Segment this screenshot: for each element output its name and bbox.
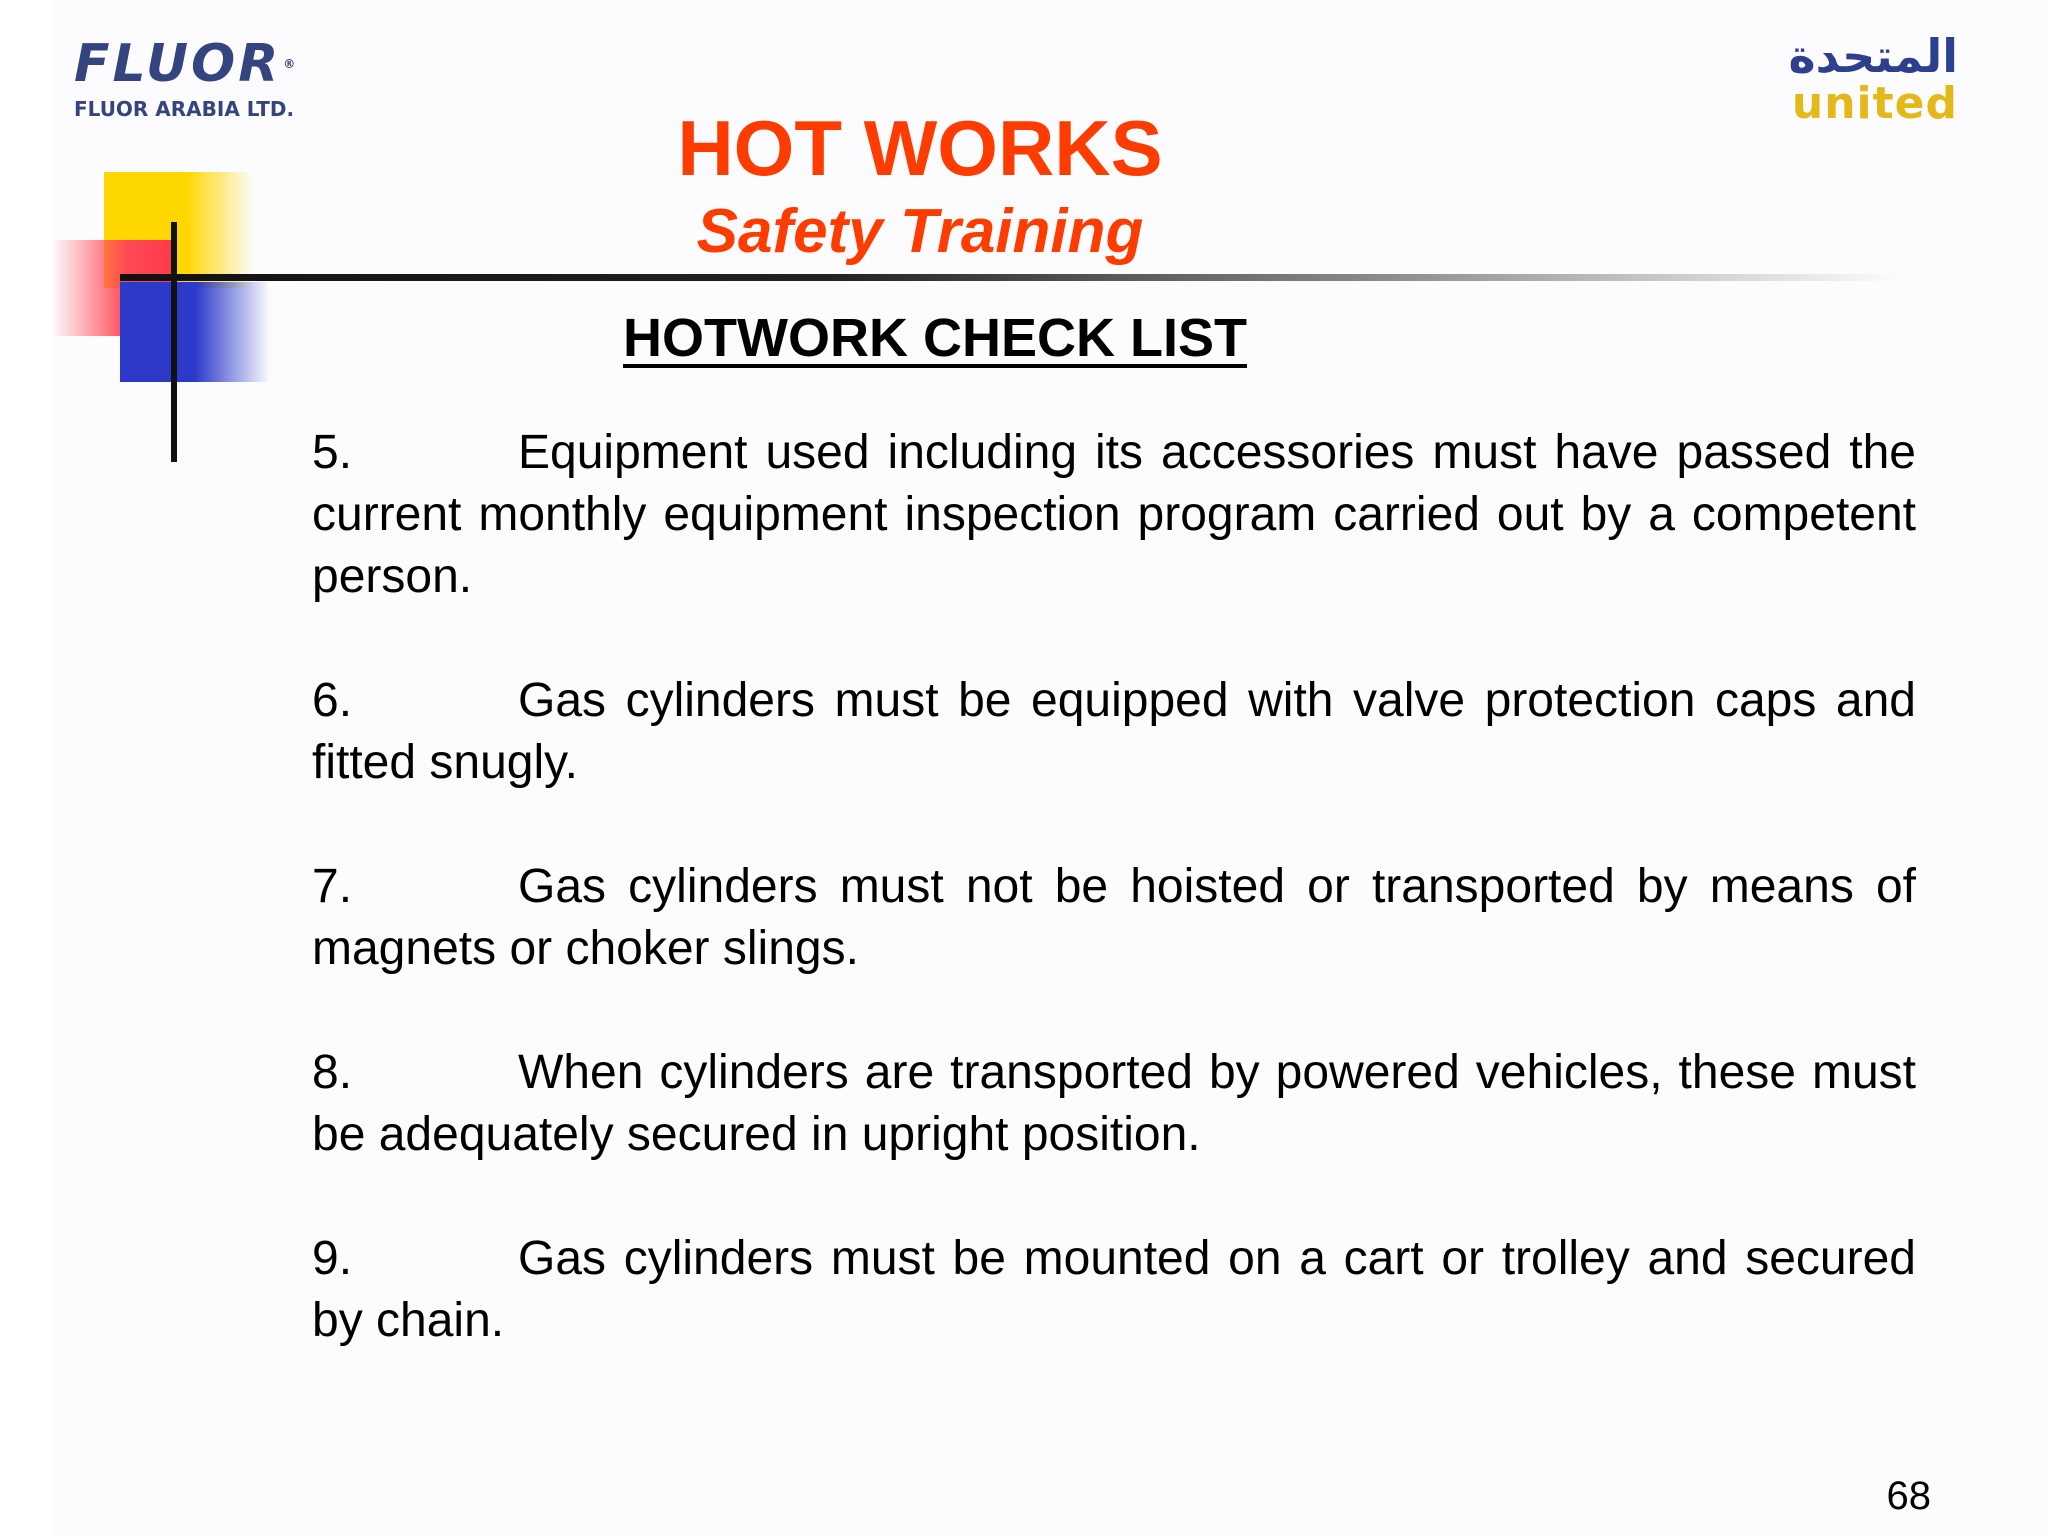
header-divider-line [120,274,1900,281]
checklist-item [312,1228,1916,1352]
united-logo-arabic: المتحدة [1788,29,1958,83]
checklist-item [312,856,1916,980]
item-number: 7. [312,860,353,913]
slide-subtitle: Safety Training [696,197,1144,266]
checklist-item [312,670,1916,794]
item-number: 9. [312,1232,353,1285]
item-text: When cylinders are transported by powered vehicles, these must be adequately secured in upright position. [312,1046,1916,1161]
fluor-logo-name: FLUOR ® [74,34,299,94]
checklist-items [312,422,1916,1414]
page-number: 68 [1886,1474,1931,1518]
slide-title: HOT WORKS [677,104,1163,192]
item-text: Equipment used including its accessories must have passed the current monthly equipment inspection program carried out by a competent person. [312,426,1916,603]
checklist-item [312,422,1916,608]
fluor-logo [74,36,298,122]
checklist-heading: HOTWORK CHECK LIST [623,308,1247,368]
decorative-vertical-line [171,222,177,462]
united-logo [1788,29,1958,129]
checklist-item [312,1042,1916,1166]
item-number: 8. [312,1046,353,1099]
item-text: Gas cylinders must be equipped with valve protection caps and fitted snugly. [312,674,1916,789]
left-margin [0,0,52,1536]
registered-mark: ® [283,57,299,71]
item-text: Gas cylinders must be mounted on a cart or trolley and secured by chain. [312,1232,1916,1347]
item-number: 5. [312,426,353,479]
item-number: 6. [312,674,353,727]
united-logo-latin: united [1791,78,1958,129]
item-text: Gas cylinders must not be hoisted or transported by means of magnets or choker slings. [312,860,1916,975]
decorative-blue-block [120,282,270,382]
fluor-logo-subtitle: FLUOR ARABIA LTD. [74,97,295,121]
